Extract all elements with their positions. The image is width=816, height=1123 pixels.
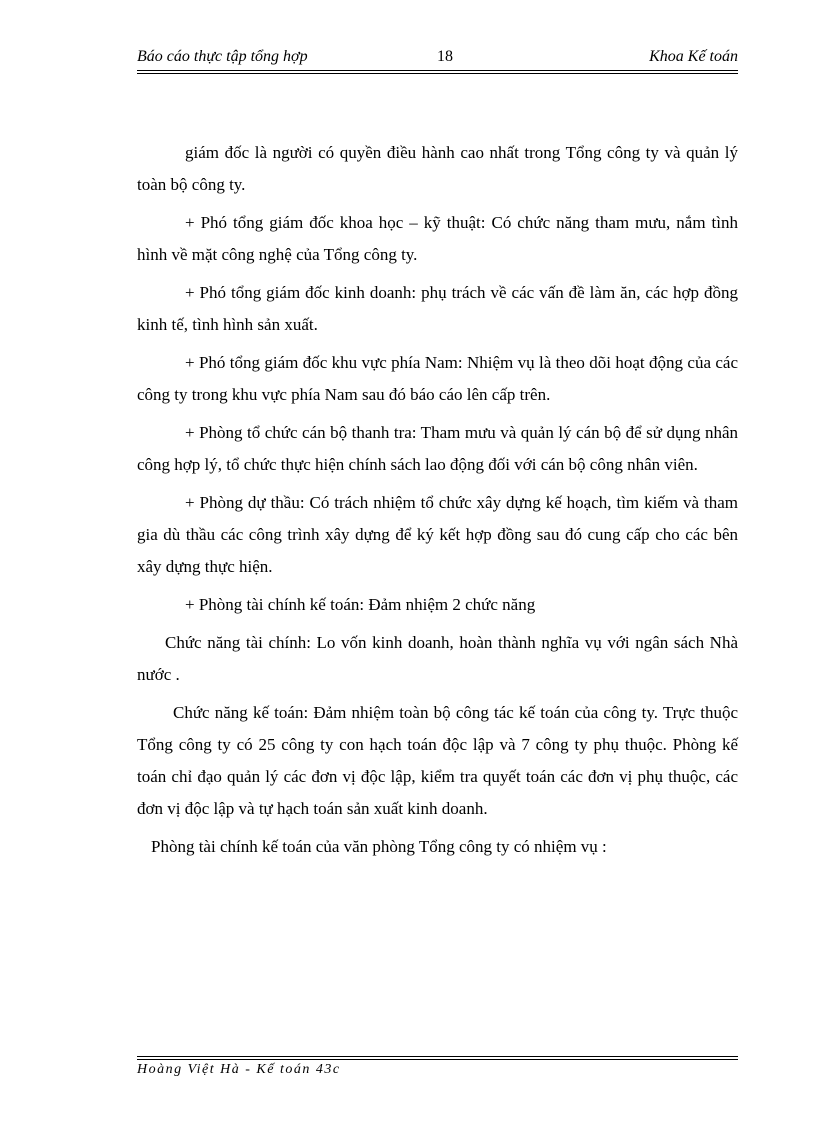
paragraph: Chức năng tài chính: Lo vốn kinh doanh, hoàn thành nghĩa vụ với ngân sách Nhà nước . <box>137 633 738 684</box>
header-rule-bottom <box>137 73 738 74</box>
paragraph: + Phó tổng giám đốc kinh doanh: phụ trách về các vấn đề làm ăn, các hợp đồng kinh tế, tình hình sản xuất. <box>137 283 738 334</box>
paragraph: + Phó tổng giám đốc khu vực phía Nam: Nhiệm vụ là theo dõi hoạt động của các công ty trong khu vực phía Nam sau đó báo cáo lên cấp trên. <box>137 353 738 404</box>
header-page-number: 18 <box>437 48 453 65</box>
paragraph: + Phòng dự thầu: Có trách nhiệm tổ chức xây dựng kế hoạch, tìm kiếm và tham gia dù thầu các công trình xây dựng để ký kết hợp đồng sau đó cung cấp cho các bên xây dựng thực hiện. <box>137 493 738 576</box>
header-department: Khoa Kế toán <box>649 48 738 65</box>
page-header <box>137 48 738 70</box>
paragraph: + Phòng tổ chức cán bộ thanh tra: Tham mưu và quản lý cán bộ để sử dụng nhân công hợp lý, tổ chức thực hiện chính sách lao động đối với cán bộ công nhân viên. <box>137 423 738 474</box>
paragraph: Phòng tài chính kế toán của văn phòng Tổng công ty có nhiệm vụ : <box>151 837 607 856</box>
header-rule-top <box>137 70 738 71</box>
paragraph: Chức năng kế toán: Đảm nhiệm toàn bộ công tác kế toán của công ty. Trực thuộc Tổng công ty có 25 công ty con hạch toán độc lập và 7 công ty phụ thuộc. Phòng kế toán chỉ đạo quản lý các đơn vị độc lập, kiểm tra quyết toán các đơn vị phụ thuộc, các đơn vị độc lập và tự hạch toán sản xuất kinh doanh. <box>137 703 738 818</box>
footer-rule-top <box>137 1056 738 1057</box>
document-body <box>137 137 738 869</box>
paragraph: + Phó tổng giám đốc khoa học – kỹ thuật: Có chức năng tham mưu, nắm tình hình về mặt công nghệ của Tổng công ty. <box>137 213 738 264</box>
paragraph: giám đốc là người có quyền điều hành cao nhất trong Tổng công ty và quản lý toàn bộ công ty. <box>137 143 738 194</box>
footer-rule-bottom <box>137 1059 738 1060</box>
page-footer: Hoàng Việt Hà - Kế toán 43c <box>137 1062 341 1077</box>
header-report-title: Báo cáo thực tập tổng hợp <box>137 48 308 65</box>
paragraph: + Phòng tài chính kế toán: Đảm nhiệm 2 chức năng <box>185 595 536 614</box>
